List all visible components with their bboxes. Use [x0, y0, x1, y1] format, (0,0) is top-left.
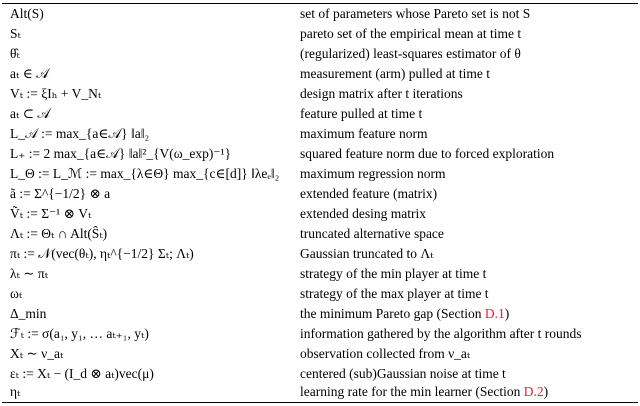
symbol-cell: ã := Σ^{−1/2} ⊗ a	[10, 186, 111, 201]
notation-row	[0, 264, 640, 284]
description-cell: maximum regression norm	[300, 166, 446, 181]
symbol-cell: aₜ ⊂ 𝒜	[10, 106, 51, 121]
notation-row	[0, 304, 640, 324]
description-cell: pareto set of the empirical mean at time t	[300, 26, 522, 41]
description-cell: design matrix after t iterations	[300, 86, 463, 101]
notation-row	[0, 244, 640, 264]
description-cell: extended feature (matrix)	[300, 186, 438, 201]
description-cell: information gathered by the algorithm after t rounds	[300, 326, 582, 341]
notation-row	[0, 344, 640, 364]
symbol-cell: Λₜ := Θₜ ∩ Alt(Ŝₜ)	[10, 226, 108, 241]
symbol-cell: L_Θ := L_ℳ := max_{λ∈Θ} max_{c∈[d]} ‖λeₑ‖₂	[10, 166, 280, 181]
notation-row	[0, 164, 640, 184]
notation-row	[0, 224, 640, 244]
symbol-cell: εₜ := Xₜ − (I_d ⊗ aₜ)vec(μ)	[10, 366, 154, 381]
symbol-cell: Sₜ	[10, 26, 21, 41]
symbol-cell: Δ_min	[10, 306, 47, 321]
description-cell: squared feature norm due to forced exploration	[300, 146, 555, 161]
symbol-cell: πₜ := 𝒩(vec(θₜ), ηₜ^{−1/2} Σₜ; Λₜ)	[10, 246, 194, 261]
notation-row	[0, 184, 640, 204]
description-cell: centered (sub)Gaussian noise at time t	[300, 366, 506, 381]
symbol-cell: Vₜ := ξIₕ + V_Nₜ	[10, 86, 102, 101]
notation-row	[0, 144, 640, 164]
notation-row	[0, 364, 640, 384]
section-reference-link[interactable]: D.2	[523, 384, 544, 399]
description-cell: maximum feature norm	[300, 126, 428, 141]
description-cell: set of parameters whose Pareto set is not S	[300, 6, 531, 21]
notation-row	[0, 124, 640, 144]
symbol-cell: aₜ ∈ 𝒜	[10, 66, 49, 81]
notation-row	[0, 44, 640, 64]
description-cell: truncated alternative space	[300, 226, 444, 241]
notation-row	[0, 324, 640, 344]
description-cell: strategy of the min player at time t	[300, 266, 487, 281]
notation-row	[0, 64, 640, 84]
notation-row	[0, 382, 640, 402]
description-cell: Gaussian truncated to Λₜ	[300, 246, 434, 261]
description-cell: feature pulled at time t	[300, 106, 423, 121]
symbol-cell: λₜ ∼ πₜ	[10, 266, 49, 281]
notation-row	[0, 104, 640, 124]
notation-row	[0, 84, 640, 104]
description-cell: observation collected from ν_aₜ	[300, 346, 471, 361]
symbol-cell: L₊ := 2 max_{a∈𝒜} ‖a‖²_{V(ω_exp)⁻¹}	[10, 146, 232, 161]
notation-row	[0, 284, 640, 304]
description-cell: the minimum Pareto gap (Section D.1)	[300, 306, 510, 321]
description-cell: extended desing matrix	[300, 206, 426, 221]
symbol-cell: θ̂ₜ	[10, 46, 20, 61]
notation-row	[0, 24, 640, 44]
symbol-cell: ℱₜ := σ(a₁, y₁, … aₜ₊₁, yₜ)	[10, 326, 149, 341]
description-cell: (regularized) least-squares estimator of θ	[300, 46, 521, 61]
symbol-cell: Alt(S)	[10, 6, 44, 21]
description-cell: measurement (arm) pulled at time t	[300, 66, 491, 81]
notation-row	[0, 4, 640, 24]
symbol-cell: Xₜ ∼ ν_aₜ	[10, 346, 64, 361]
symbol-cell: L_𝒜 := max_{a∈𝒜} ‖a‖₂	[10, 126, 150, 141]
symbol-cell: ωₜ	[10, 286, 23, 301]
notation-row	[0, 204, 640, 224]
bottom-rule	[2, 402, 638, 403]
symbol-cell: ηₜ	[10, 384, 21, 399]
description-cell: strategy of the max player at time t	[300, 286, 489, 301]
section-reference-link[interactable]: D.1	[484, 306, 505, 321]
description-cell: learning rate for the min learner (Section D.2)	[300, 384, 549, 399]
symbol-cell: Ṽₜ := Σ⁻¹ ⊗ Vₜ	[10, 206, 92, 221]
